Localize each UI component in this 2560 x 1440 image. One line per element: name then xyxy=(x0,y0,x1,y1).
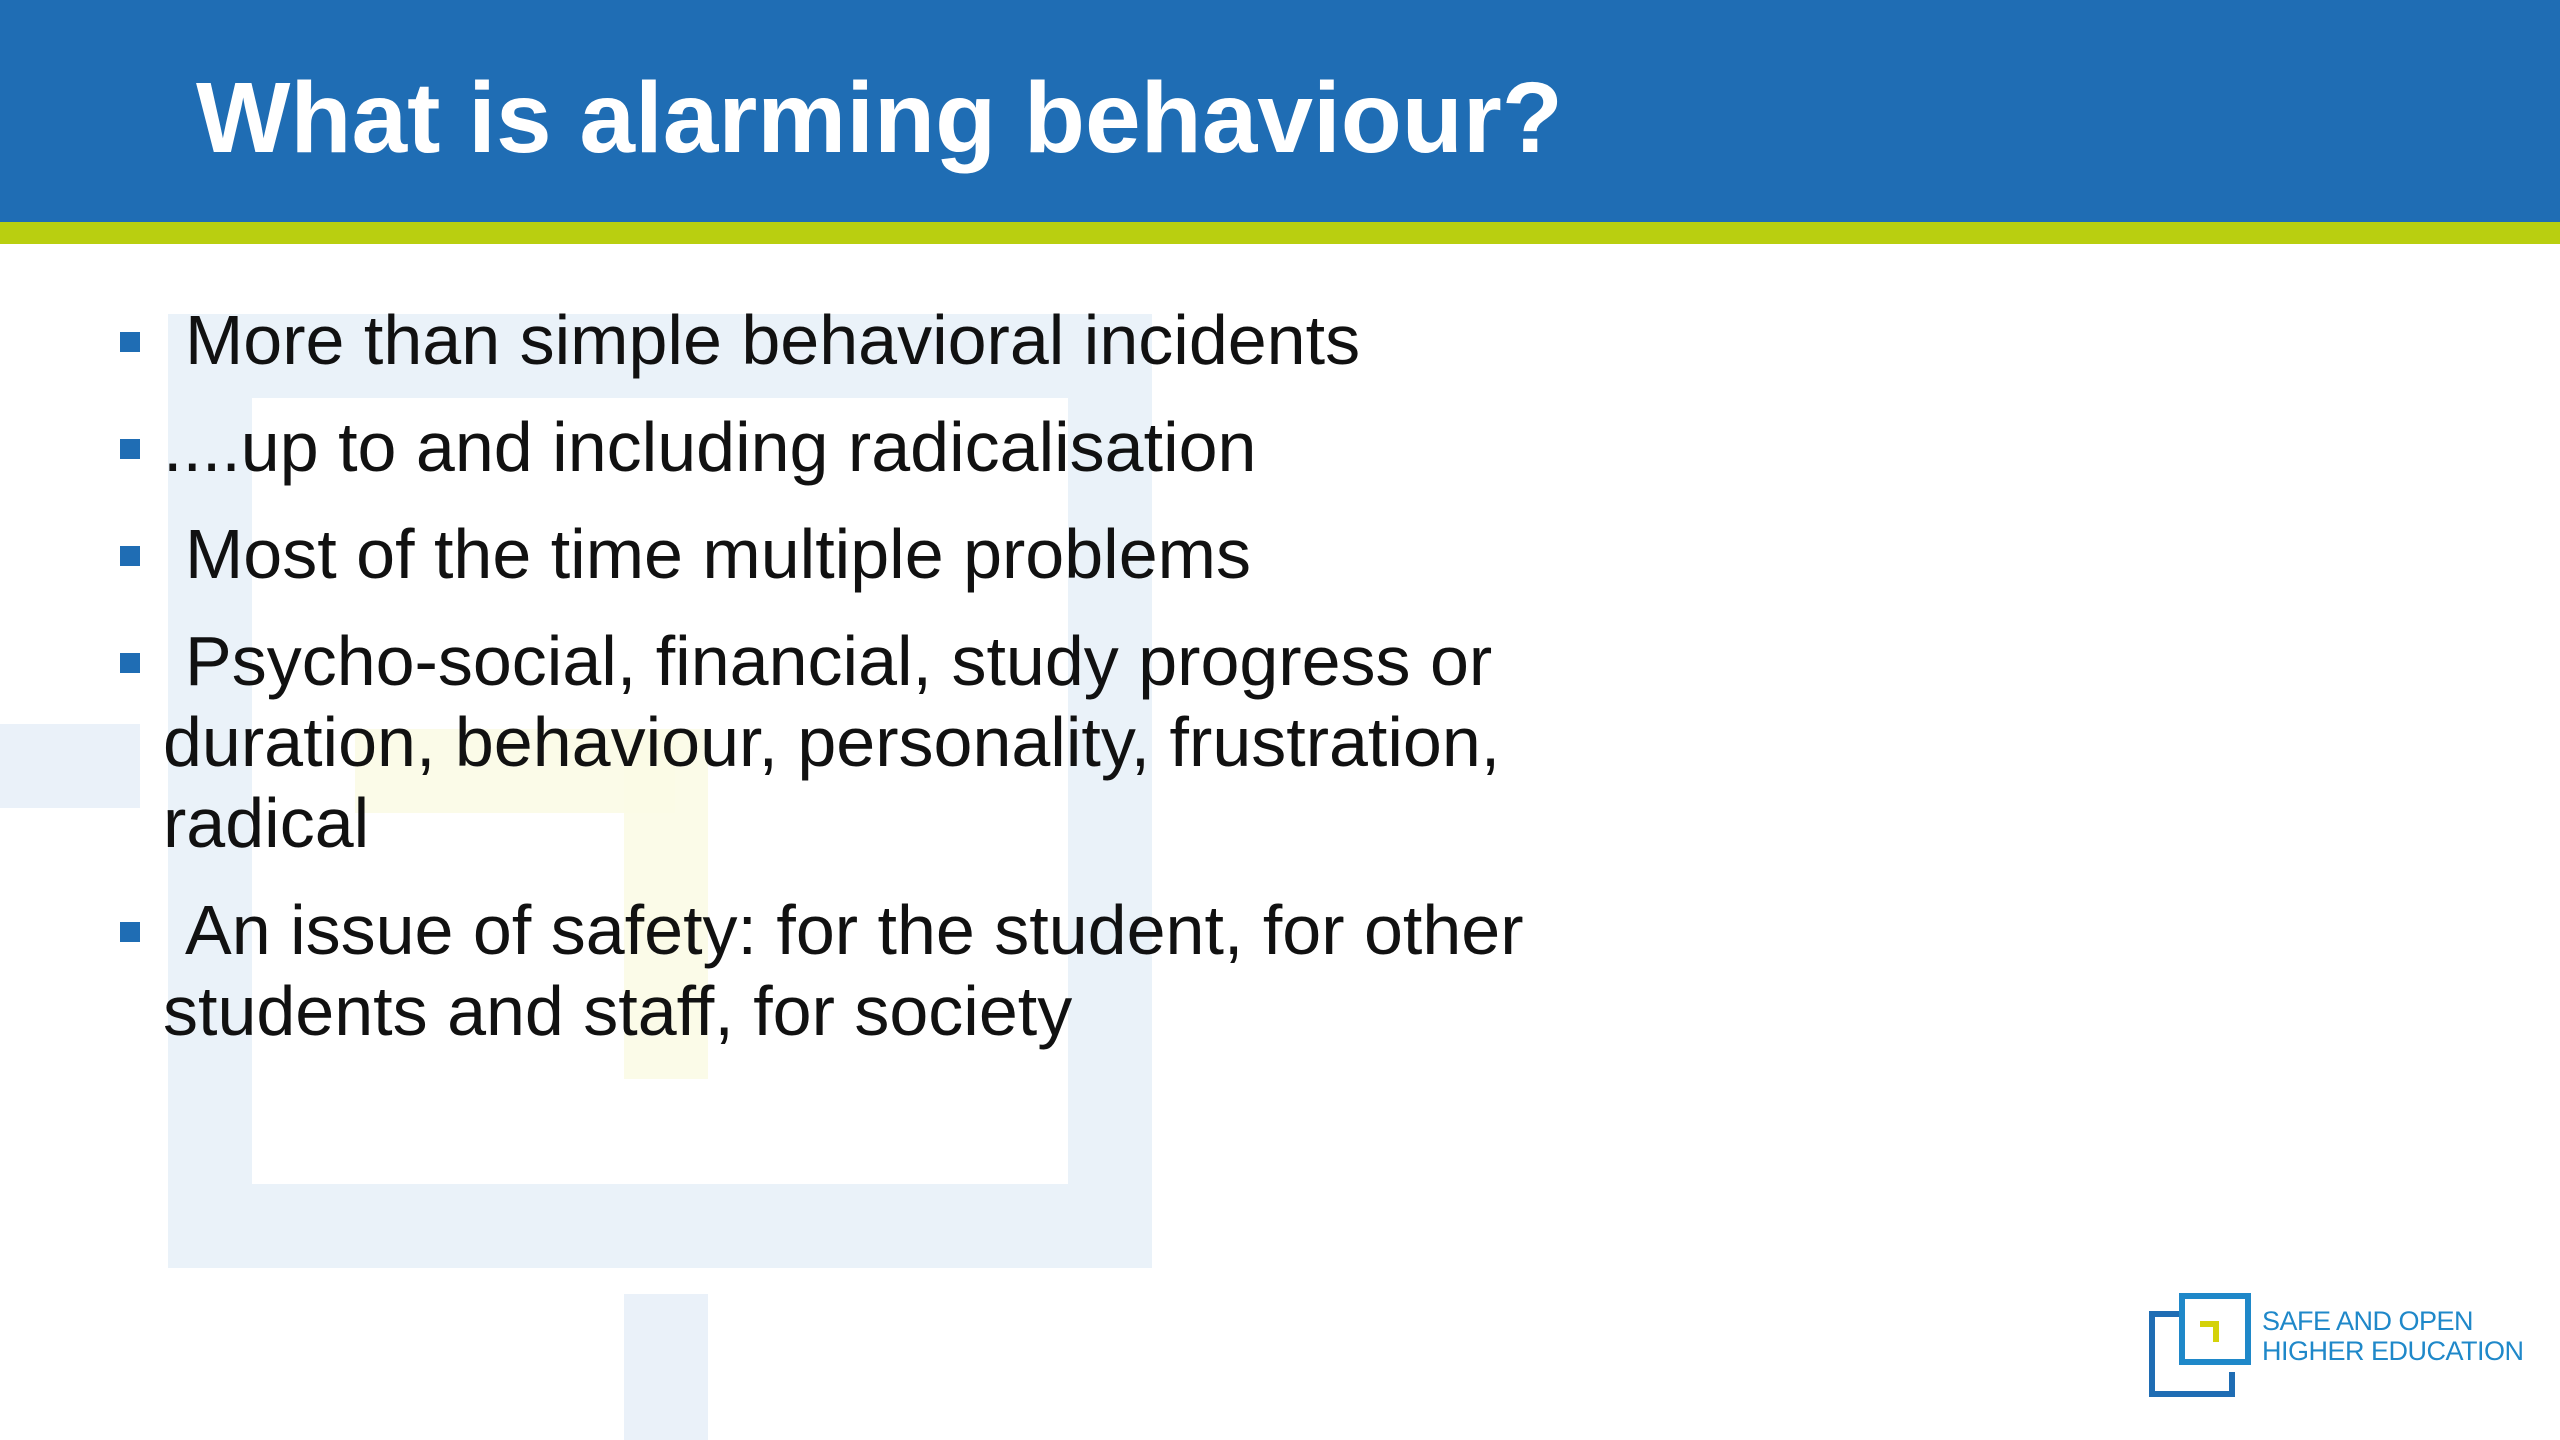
bullet-item xyxy=(0,621,1700,864)
logo-line-1: SAFE AND OPEN xyxy=(2262,1306,2474,1336)
bullet-marker-icon xyxy=(120,546,140,566)
bullet-marker-icon xyxy=(120,922,140,942)
bullet-text: An issue of safety: for the student, for other students and staff, for society xyxy=(163,891,1524,1050)
logo xyxy=(2144,1290,2534,1400)
bullet-item xyxy=(0,300,1700,381)
bullet-list xyxy=(0,300,1700,1078)
accent-bar xyxy=(0,222,2560,244)
bullet-item xyxy=(0,514,1700,595)
square-bracket-logo-icon xyxy=(2144,1290,2254,1400)
bullet-marker-icon xyxy=(120,653,140,673)
header-bar xyxy=(0,0,2560,222)
bullet-item xyxy=(0,407,1700,488)
bullet-item xyxy=(0,890,1700,1052)
bullet-marker-icon xyxy=(120,439,140,459)
bullet-text: Most of the time multiple problems xyxy=(185,515,1251,593)
bullet-text: ....up to and including radicalisation xyxy=(163,408,1257,486)
logo-text xyxy=(2262,1306,2524,1366)
slide-title: What is alarming behaviour? xyxy=(196,62,1563,174)
bullet-text: Psycho-social, financial, study progress or duration, behaviour, personality, frustration, radical xyxy=(163,622,1501,862)
bullet-text: More than simple behavioral incidents xyxy=(185,301,1361,379)
logo-line-2: HIGHER EDUCATION xyxy=(2262,1336,2524,1366)
bullet-marker-icon xyxy=(120,332,140,352)
